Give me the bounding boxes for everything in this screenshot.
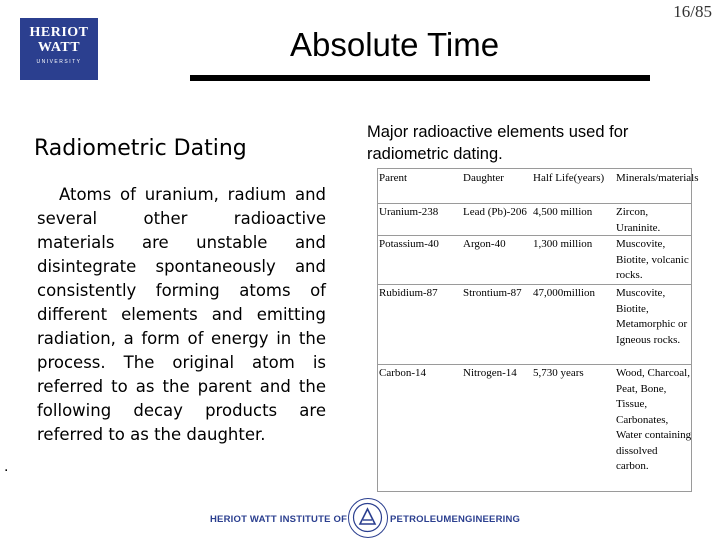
institute-emblem-icon bbox=[348, 498, 388, 538]
table-cell: 5,730 years bbox=[533, 367, 584, 379]
table-cell: Wood, Charcoal, Peat, Bone, Tissue, Carbonates, Water containing dissolved carbon. bbox=[616, 367, 692, 472]
slide-title: Absolute Time bbox=[290, 26, 500, 63]
header-cell: Minerals/materials bbox=[616, 172, 699, 184]
row-divider bbox=[378, 364, 691, 365]
footer-institute-text: HERIOT WATT INSTITUTE OF bbox=[210, 514, 348, 525]
left-heading: Radiometric Dating bbox=[34, 136, 247, 161]
bullet-dot: . bbox=[4, 458, 9, 475]
title-underline bbox=[190, 75, 650, 81]
table-cell: Rubidium-87 bbox=[379, 287, 438, 299]
table-caption: Major radioactive elements used for radiometric dating. bbox=[367, 123, 629, 163]
table-cell: Muscovite, Biotite, volcanic rocks. bbox=[616, 238, 689, 281]
row-divider bbox=[378, 284, 691, 285]
table-cell: Carbon-14 bbox=[379, 367, 427, 379]
header-cell: Daughter bbox=[463, 172, 504, 184]
table-cell: 4,500 million bbox=[533, 206, 593, 218]
table-cell: Potassium-40 bbox=[379, 238, 439, 250]
logo-line-3: UNIVERSITY bbox=[36, 59, 82, 65]
table-cell: Zircon, Uraninite. bbox=[616, 206, 661, 234]
table-cell: Strontium-87 bbox=[463, 287, 522, 299]
header-cell: Parent bbox=[379, 172, 408, 184]
logo-line-2: WATT bbox=[37, 40, 81, 55]
table-cell: Nitrogen-14 bbox=[463, 367, 517, 379]
table-cell: 47,000million bbox=[533, 287, 596, 299]
table-cell: Argon-40 bbox=[463, 238, 506, 250]
university-logo bbox=[20, 18, 98, 80]
table-cell: Uranium-238 bbox=[379, 206, 439, 218]
logo-line-1: HERIOT bbox=[29, 25, 89, 40]
table-cell: Muscovite, Biotite, Metamorphic or Igneous rocks. bbox=[616, 287, 688, 346]
row-divider bbox=[378, 235, 691, 236]
table-cell: Lead (Pb)-206 bbox=[463, 206, 527, 218]
table-cell: 1,300 million bbox=[533, 238, 593, 250]
header-cell: Half Life(years) bbox=[533, 172, 605, 184]
body-paragraph: Atoms of uranium, radium and several other radioactive materials are unstable and disintegrate spontaneously and consistently forming atoms of different elements and emitting radiation, a form of energy in the process. The original atom is referred to as the parent and the following decay products are referred to as the daughter. bbox=[37, 185, 326, 444]
page-number: 16/85 bbox=[673, 2, 712, 21]
isotope-table bbox=[377, 168, 699, 492]
row-divider bbox=[378, 203, 691, 204]
footer-department-text: PETROLEUMENGINEERING bbox=[390, 514, 521, 525]
